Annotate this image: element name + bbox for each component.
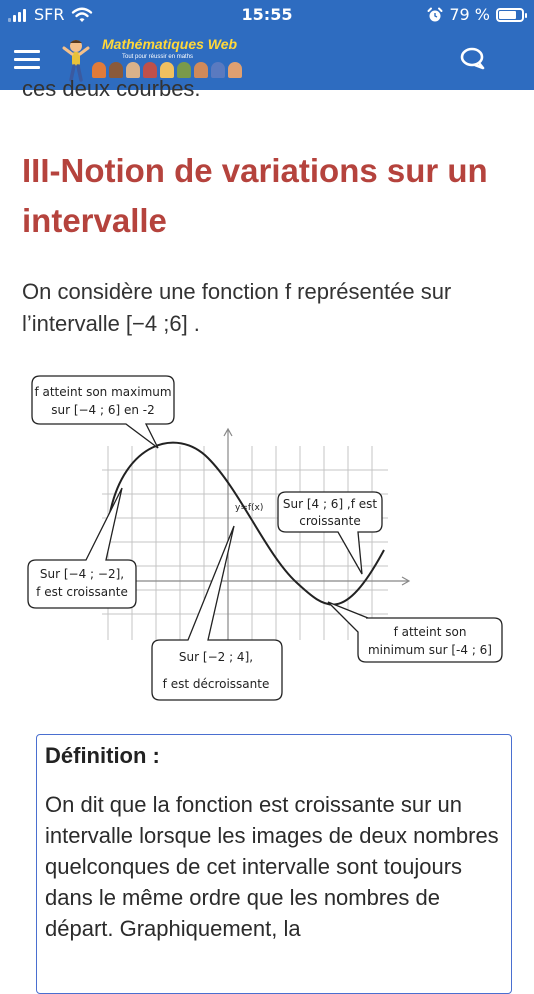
svg-text:f atteint son maximum: f atteint son maximum	[34, 385, 172, 399]
battery-icon	[496, 8, 524, 22]
callout-minimum	[328, 602, 502, 662]
article-content	[0, 76, 534, 950]
battery-percent: 79 %	[449, 5, 490, 24]
svg-text:Sur [4 ; 6] ,f est: Sur [4 ; 6] ,f est	[282, 497, 378, 511]
logo-subtitle: Tout pour réussir en maths	[122, 54, 194, 60]
axes	[102, 429, 409, 646]
curve-label: y=f(x)	[235, 503, 264, 513]
status-bar	[0, 0, 534, 30]
callout-increasing-left	[28, 488, 136, 608]
callout-maximum	[32, 376, 174, 448]
svg-text:f est décroissante: f est décroissante	[162, 677, 270, 691]
svg-text:minimum sur [-4 ; 6]: minimum sur [-4 ; 6]	[367, 643, 493, 657]
svg-text:f est croissante: f est croissante	[36, 585, 128, 599]
variation-figure	[28, 370, 508, 706]
svg-text:sur [−4 ; 6] en -2: sur [−4 ; 6] en -2	[51, 403, 155, 417]
svg-text:croissante: croissante	[299, 514, 361, 528]
clock: 15:55	[241, 5, 293, 24]
alarm-icon	[427, 7, 443, 23]
callout-increasing-right	[278, 492, 382, 574]
callout-decreasing	[152, 526, 282, 700]
section-title: III-Notion de variations sur un intervalle	[22, 152, 488, 239]
svg-text:f atteint son: f atteint son	[393, 625, 467, 639]
hamburger-icon	[14, 50, 40, 53]
intro-paragraph: On considère une fonction f représentée sur l’intervalle [−4 ;6] .	[22, 279, 452, 336]
definition-title: Définition :	[45, 743, 160, 768]
definition-body: On dit que la fonction est croissante sur un intervalle lorsque les images de deux nombres quelconques de cet intervalle sont toujours dans le même ordre que les nombres de départ. Graphiquement, la	[45, 792, 499, 941]
logo-title: Mathématiques Web	[102, 36, 238, 52]
menu-button[interactable]	[14, 50, 40, 70]
chat-icon[interactable]	[458, 44, 488, 74]
previous-paragraph: ces deux courbes.	[22, 76, 201, 101]
svg-text:Sur [−4 ; −2],: Sur [−4 ; −2],	[39, 567, 125, 581]
carrier-name: SFR	[34, 5, 65, 24]
svg-text:Sur [−2 ; 4],: Sur [−2 ; 4],	[178, 650, 254, 664]
definition-box	[36, 734, 512, 994]
